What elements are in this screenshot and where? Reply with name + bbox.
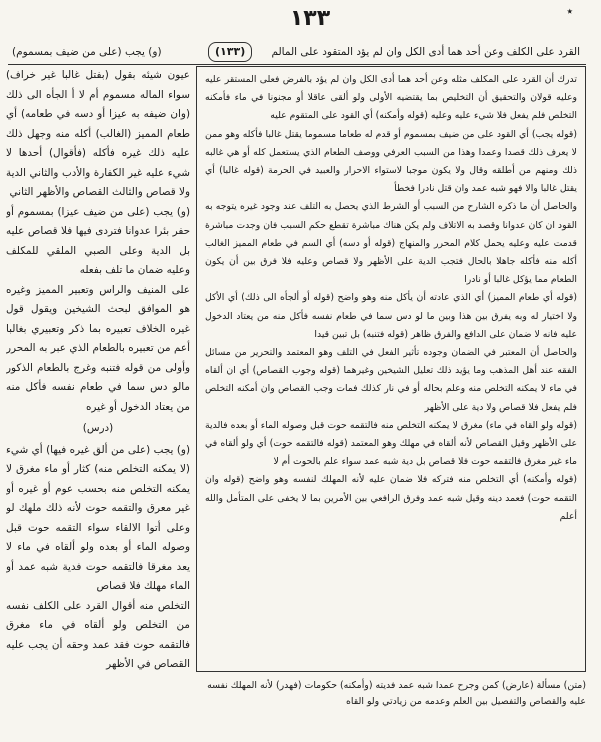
main-paragraph: والحاصل أن ما ذكره الشارح من السبب أو الشرط الذي يحصل به التلف عند وجود غيره يتوجه به القود ان كان عدوانا وقصد به الاتلاف ولم يكن هناك مباشرة تقطع حكم السبب فان وجدت مباشرة قدمت عليه وعليه يحمل كلام المحرر والمنهاج (قوله أو دسه) أي السم في طعام المميز الغالب أكله منه فأكله جاهلا بالحال فتجب الدية على الأظهر ولا قصاص وعليه فلا فرق بين أن يكون الطعام مما يؤكل غالبا أو نادرا	[205, 201, 577, 286]
section-marker: (درس)	[82, 422, 114, 434]
margin-paragraph: (و) يجب (على من ألق غيره فيها) أي شيء (لا يمكنه التخلص منه) كثار أو ماء مغرق لا يمكنه التخلص منه بحسب عوم أو غيره أو غير معرق والتقمه حوت لأنه ذلك ملهك لو وعلى أتوا الالقاء سواء التقمه حوت قبل وصوله الماء أو بعده ولو ألقاه في ماء لا يعد مغرقا فالتقمه حوت فدية شبه عمد أو الماء مهلك فلا قصاص	[6, 443, 190, 592]
main-paragraph: تدرك أن القرد على المكلف مثله وعن أحد هما أدى الكل وان لم يؤد بالفرض فعلى المستقر عليه وعليه قولان والتحقيق أن التخليص بما يقتضيه الأولى ولو ألقى عاقلا أو مجنونا في ماء فأمكنه التخلص فلم يفعل فلا شيء عليه وعليه (قوله وأمكنه) أي القود على المتقوم عليه	[205, 74, 577, 122]
main-text-box	[196, 66, 586, 672]
main-paragraph: (قوله أي طعام المميز) أي الذي عادته أن يأكل منه وهو واضح (قوله أو ألجأه الى ذلك) أي الأكل ولا اختيار له وبه يفرق بين هذا وبين ما لو دس سما في طعام نفسه فأكل منه من يعتاد الدخول عليه فانه لا ضمان على الدافع والفرق ظاهر (قوله فتنبه) بل تبين قيدا	[205, 292, 577, 340]
margin-paragraph: على المنيف والراس وتعبير المميز وغيره هو الموافق لبحث الشيخين ويقول قول غيره الخلاف تعبيره بما ذكر وتعبيري بغالبا أعم من تعبيره بالطعام الذي عبر به المحرر وأولى من قوله فتنبه وغرج بالطعام الذكور مالو دس سما في طعام نفسه فأكل منه من يعتاد الدخول أو غيره	[6, 283, 190, 413]
margin-paragraph: التخلص منه أقوال القرد على الكلف نفسه من التخلص ولو ألقاه في ماء مغرق فالتقمه حوت فقد عمد وحقه أن يجب عليه القصاص في الأظهر	[6, 599, 190, 670]
footnote-line: (متن) مسألة (عارض) كمن وجرح عمدا شبه عمد فديته (وأمكنه) حكومات (فهدر) لأنه المهلك نفسه	[207, 680, 586, 691]
margin-commentary	[6, 66, 190, 716]
header-page-number: (١٣٣)	[208, 42, 252, 62]
main-paragraph: (قوله وأمكنه) أي التخلص منه فتركه فلا ضمان عليه لأنه المهلك لنفسه وهو واضح (قوله وان التقمه حوت) فعمد دينه وقيل شبه عمد وفرق الرافعي بين الأمرين بما لا يخفى على المتأمل والله أعلم	[205, 474, 577, 522]
footnote-line: عليه والقصاص والتفصيل بين العلم وعدمه من زيادتي ولو القاه	[346, 696, 586, 707]
page-number: ١٣٣	[289, 6, 331, 31]
main-paragraph: والحاصل أن المعتبر في الضمان وجوده تأثير الفعل في التلف وهو المعتمد والتحرير من مسائل الفقه عند أهل المذهب وما يؤيد ذلك تعليل الشيخين وغيرهما (قوله وجوب القصاص) أي ان ألقاه في ماء لا يمكنه التخلص منه وعلم بحاله أو في نار كذلك فمات وجب القصاص وان أمكنه التخلص فلم يفعل فلا قصاص ولا دية على الأظهر	[205, 347, 577, 413]
main-paragraph: (قوله ولو القاه في ماء) مغرق لا يمكنه التخلص منه فالتقمه حوت قبل وصوله الماء أو بعده فالدية على الأظهر وقيل القصاص لأنه ألقاه في مهلك وهو المعتمد (قوله فالتقمه حوت) أي ولو ألقاه في ماء غير مغرق فالتقمه حوت فلا قصاص بل دية شبه عمد سواء علم بالحوت أم لا	[205, 419, 577, 468]
main-paragraph: (قوله يجب) أي القود على من ضيف بمسموم أو قدم له طعاما مسموما يقتل غالبا فأكله وهو ممن لا يعرف ذلك قصدا وعمدا وهذا من السبب العرفي ووصف الطعام الذي يستعمل كله أو هي غالبه ذلك ومنهم من أطلقه وقال ولا يكون موجبا لاستواء الاحرار والعبيد في الحرمة (قوله غالبا) أي يقتل غالبا والا فهو شبه عمد وان قتل نادرا فخطأ	[205, 128, 577, 195]
header-left-text: (و) يجب (على من ضيف بمسموم)	[12, 46, 162, 58]
header-title: القرد على الكلف وعن أحد هما أدى الكل وان لم يؤد المتقود على المالم	[271, 46, 580, 58]
margin-paragraph: (و) يجب (على من ضيف عيزا) بمسموم أو حفر بئرا عدوانا فتردى فيها فلا قصاص عليه بل الدية وعلى الصبي الملقي للمكلف وعليه ضمان ما تلف بفعله	[6, 205, 190, 276]
running-header	[8, 40, 586, 65]
footnote	[196, 678, 586, 728]
margin-paragraph: عيون شيئه بقول (بفتل غالبا غير خراف) سواء الماله مسموم أم لا أ الجأه الى ذلك (وان ضيفه به عيزا أو دسه في طعامه) أي طعام المميز (الغالب) أكله منه وجهل ذلك عليه ذلك غيره فأكله (فأقوال) أحدها لا شيء عليه غير الكفارة والأدب والثاني الدية ولا قصاص والثالث القصاص والأظهر الثاني	[6, 69, 190, 198]
corner-mark: ٭	[566, 4, 573, 18]
